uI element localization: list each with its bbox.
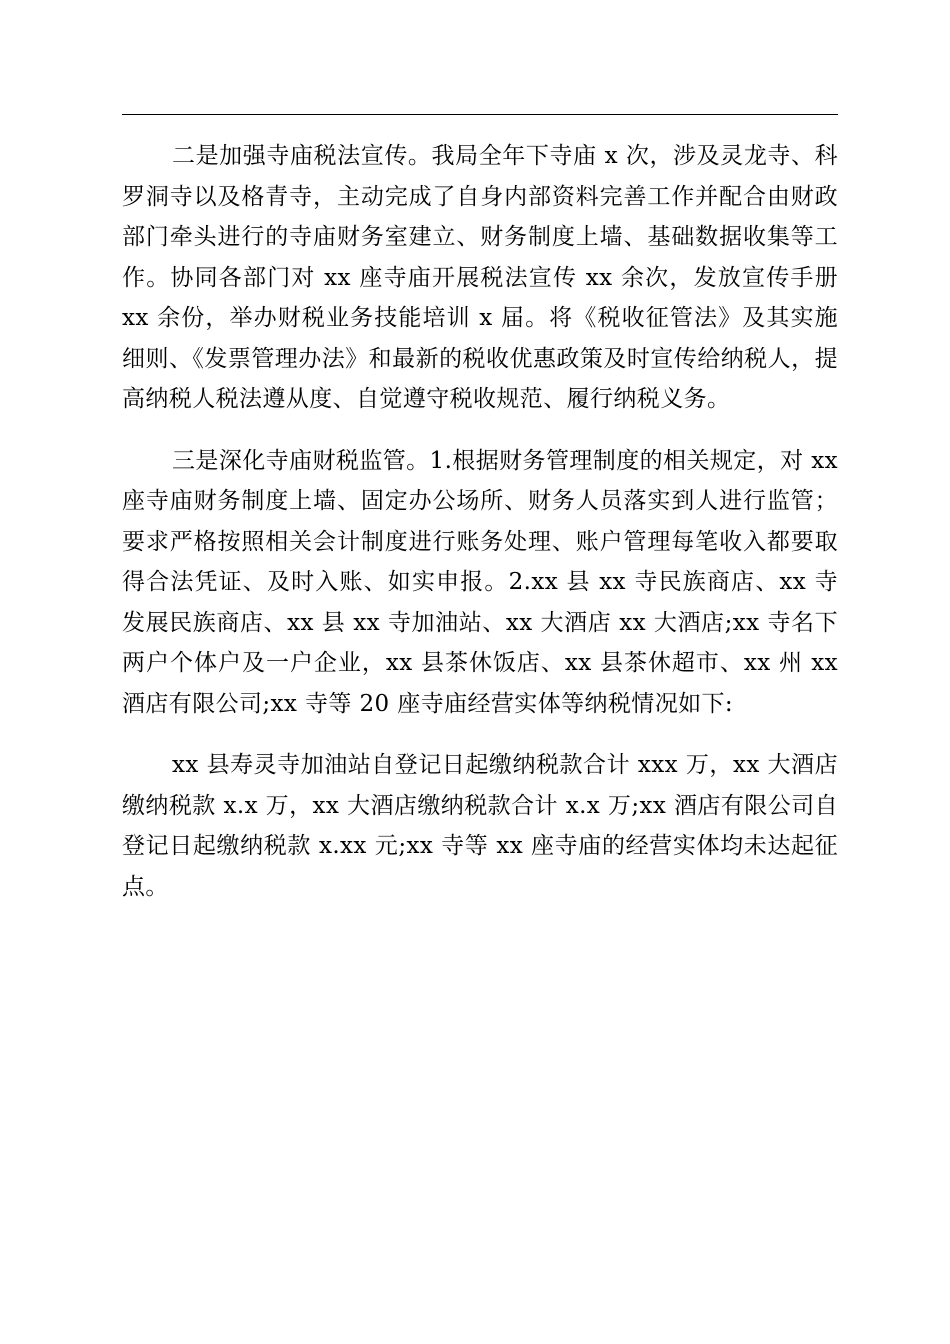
paragraph-temple-tax-supervision: 三是深化寺庙财税监管。1.根据财务管理制度的相关规定，对 xx 座寺庙财务制度上墙、固定办公场所、财务人员落实到人进行监管；要求严格按照相关会计制度进行账务处理、账户管理每笔收入都要取得合法凭证、及时入账、如实申报。2.xx 县 xx 寺民族商店、xx 寺发展民族商店、xx 县 xx 寺加油站、xx 大酒店 xx 大酒店;xx 寺名下两户个体户及一户企业，xx 县茶休饭店、xx 县茶休超市、xx 州 xx 酒店有限公司;xx 寺等 20 座寺庙经营实体等纳税情况如下:	[122, 447, 838, 717]
header-rule	[122, 114, 838, 115]
document-body	[122, 136, 838, 907]
paragraph-tax-payment-summary: xx 县寿灵寺加油站自登记日起缴纳税款合计 xxx 万，xx 大酒店缴纳税款 x.x 万，xx 大酒店缴纳税款合计 x.x 万;xx 酒店有限公司自登记日起缴纳税款 x.xx 元;xx 寺等 xx 座寺庙的经营实体均未达起征点。	[122, 752, 838, 900]
paragraph-temple-tax-publicity: 二是加强寺庙税法宣传。我局全年下寺庙 x 次，涉及灵龙寺、科罗洞寺以及格青寺，主动完成了自身内部资料完善工作并配合由财政部门牵头进行的寺庙财务室建立、财务制度上墙、基础数据收集等工作。协同各部门对 xx 座寺庙开展税法宣传 xx 余次，发放宣传手册 xx 余份，举办财税业务技能培训 x 届。将《税收征管法》及其实施细则、《发票管理办法》和最新的税收优惠政策及时宣传给纳税人，提高纳税人税法遵从度、自觉遵守税收规范、履行纳税义务。	[122, 143, 838, 412]
